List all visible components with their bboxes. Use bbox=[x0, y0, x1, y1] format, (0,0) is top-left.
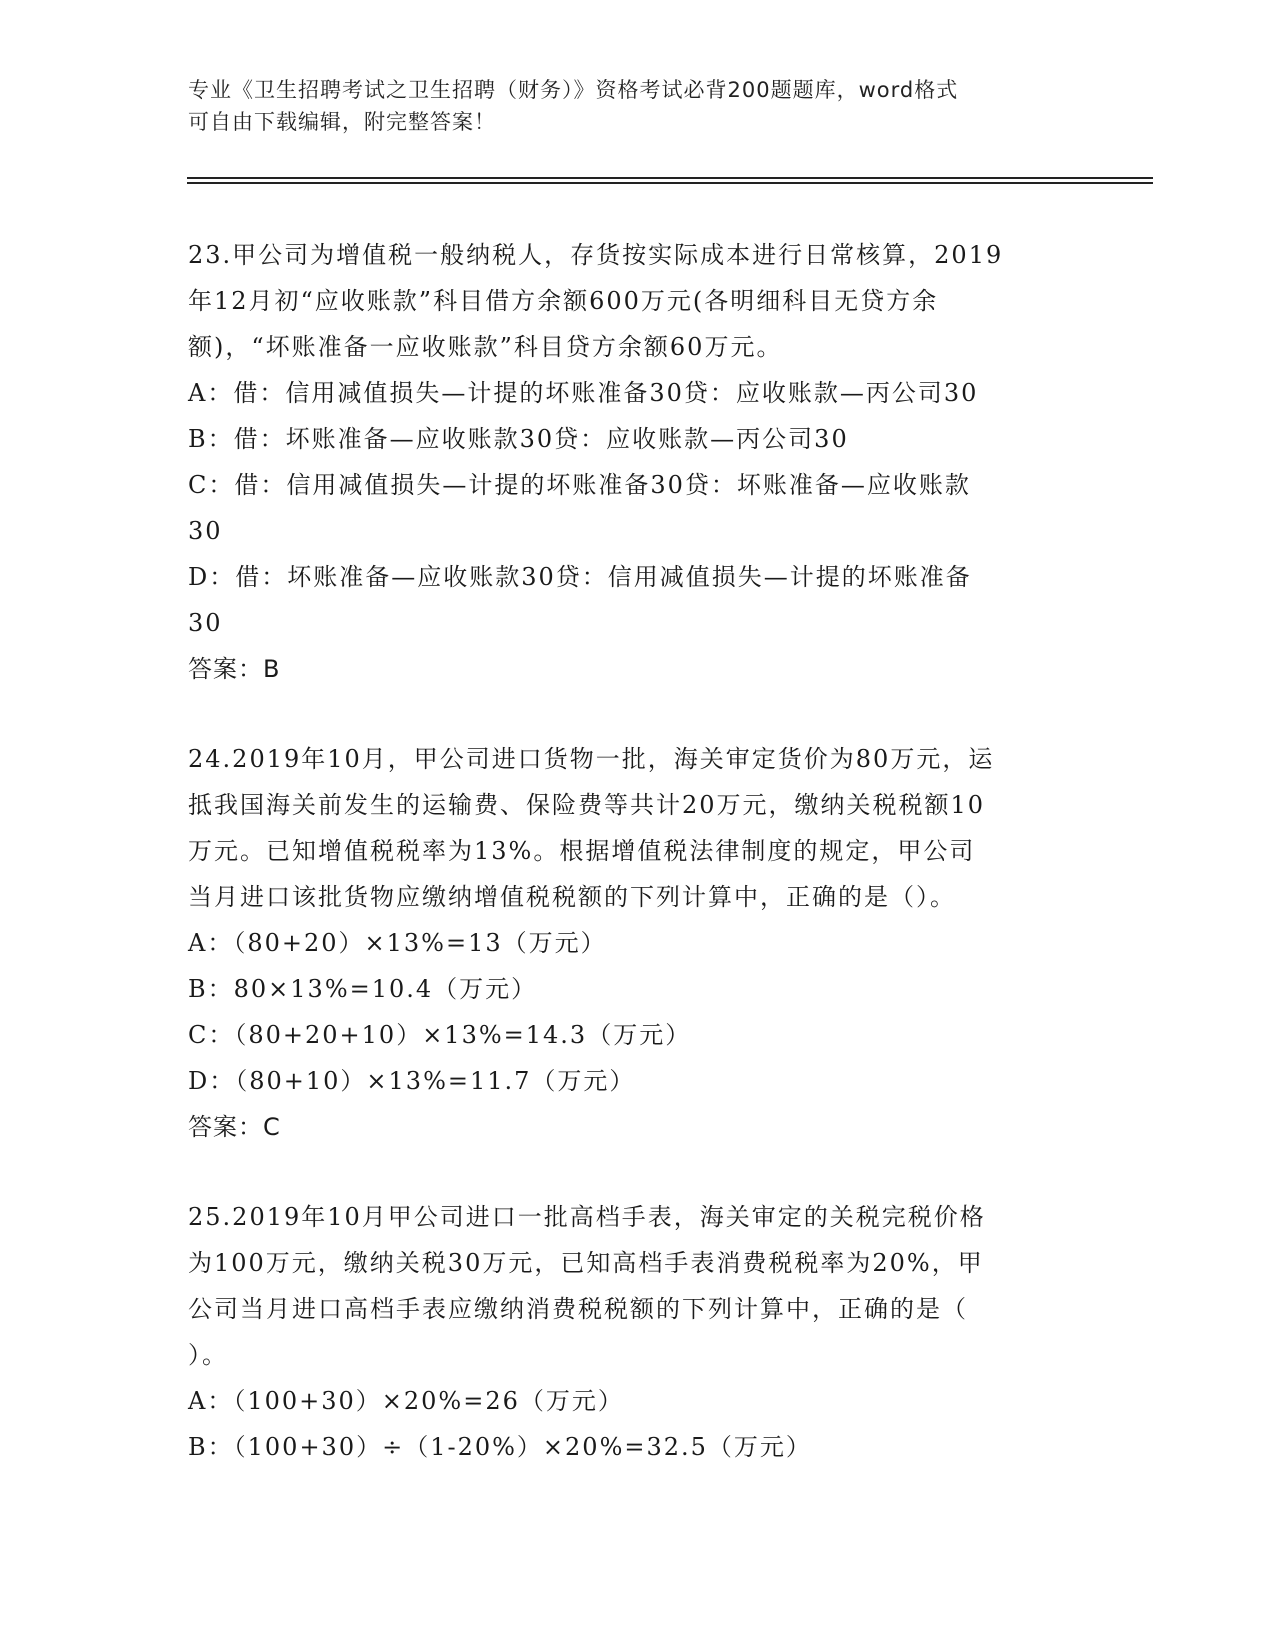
answer: 答案：C bbox=[188, 1113, 281, 1141]
question-text bbox=[188, 1194, 1088, 1378]
option-a bbox=[188, 1378, 1088, 1424]
answer: 答案：B bbox=[188, 655, 281, 683]
option-line: C：（80+20+10）×13%=14.3（万元） bbox=[188, 1021, 692, 1049]
option-b bbox=[188, 1424, 1088, 1470]
option-line: C：借：信用减值损失—计提的坏账准备30贷：坏账准备—应收账款 bbox=[188, 471, 971, 499]
header-line-1: 专业《卫生招聘考试之卫生招聘（财务）》资格考试必背200题题库，word格式 bbox=[188, 78, 959, 102]
option-b bbox=[188, 416, 1088, 462]
option-c bbox=[188, 1012, 1088, 1058]
question-text-line: 公司当月进口高档手表应缴纳消费税税额的下列计算中，正确的是（ bbox=[188, 1295, 968, 1323]
question-text-line: 额)，“坏账准备一应收账款”科目贷方余额60万元。 bbox=[188, 333, 783, 361]
document-header bbox=[188, 74, 1068, 138]
option-c bbox=[188, 462, 1088, 554]
option-a bbox=[188, 920, 1088, 966]
option-a bbox=[188, 370, 1088, 416]
question-23 bbox=[188, 232, 1088, 692]
question-25 bbox=[188, 1194, 1088, 1470]
question-24 bbox=[188, 736, 1088, 1150]
question-text-line: 23.甲公司为增值税一般纳税人，存货按实际成本进行日常核算，2019 bbox=[188, 241, 1004, 269]
question-text-line: 24.2019年10月，甲公司进口货物一批，海关审定货价为80万元，运 bbox=[188, 745, 995, 773]
option-d bbox=[188, 554, 1088, 646]
option-line: B：借：坏账准备—应收账款30贷：应收账款—丙公司30 bbox=[188, 425, 849, 453]
question-text-line: 抵我国海关前发生的运输费、保险费等共计20万元，缴纳关税税额10 bbox=[188, 791, 986, 819]
question-text-line: 为100万元，缴纳关税30万元，已知高档手表消费税税率为20%，甲 bbox=[188, 1249, 984, 1277]
question-text-line: 当月进口该批货物应缴纳增值税税额的下列计算中，正确的是（）。 bbox=[188, 883, 956, 911]
option-line: A：（80+20）×13%=13（万元） bbox=[188, 929, 607, 957]
option-line: D：（80+10）×13%=11.7（万元） bbox=[188, 1067, 636, 1095]
question-text-line: 万元。已知增值税税率为13%。根据增值税法律制度的规定，甲公司 bbox=[188, 837, 976, 865]
option-line: 30 bbox=[188, 609, 223, 637]
option-line: B：（100+30）÷（1-20%）×20%=32.5（万元） bbox=[188, 1433, 812, 1461]
option-b bbox=[188, 966, 1088, 1012]
header-line-2: 可自由下载编辑，附完整答案！ bbox=[188, 110, 496, 134]
option-line: D：借：坏账准备—应收账款30贷：信用减值损失—计提的坏账准备 bbox=[188, 563, 972, 591]
option-d bbox=[188, 1058, 1088, 1104]
question-text-line: ）。 bbox=[188, 1341, 228, 1369]
option-line: 30 bbox=[188, 517, 223, 545]
option-line: A：（100+30）×20%=26（万元） bbox=[188, 1387, 624, 1415]
question-text bbox=[188, 232, 1088, 370]
question-text bbox=[188, 736, 1088, 920]
question-list bbox=[188, 232, 1088, 1470]
question-text-line: 25.2019年10月甲公司进口一批高档手表，海关审定的关税完税价格 bbox=[188, 1203, 986, 1231]
header-divider-bottom bbox=[187, 182, 1153, 184]
question-text-line: 年12月初“应收账款”科目借方余额600万元(各明细科目无贷方余 bbox=[188, 287, 939, 315]
header-divider-top bbox=[187, 177, 1153, 179]
option-line: B：80×13%=10.4（万元） bbox=[188, 975, 538, 1003]
option-line: A：借：信用减值损失—计提的坏账准备30贷：应收账款—丙公司30 bbox=[188, 379, 979, 407]
